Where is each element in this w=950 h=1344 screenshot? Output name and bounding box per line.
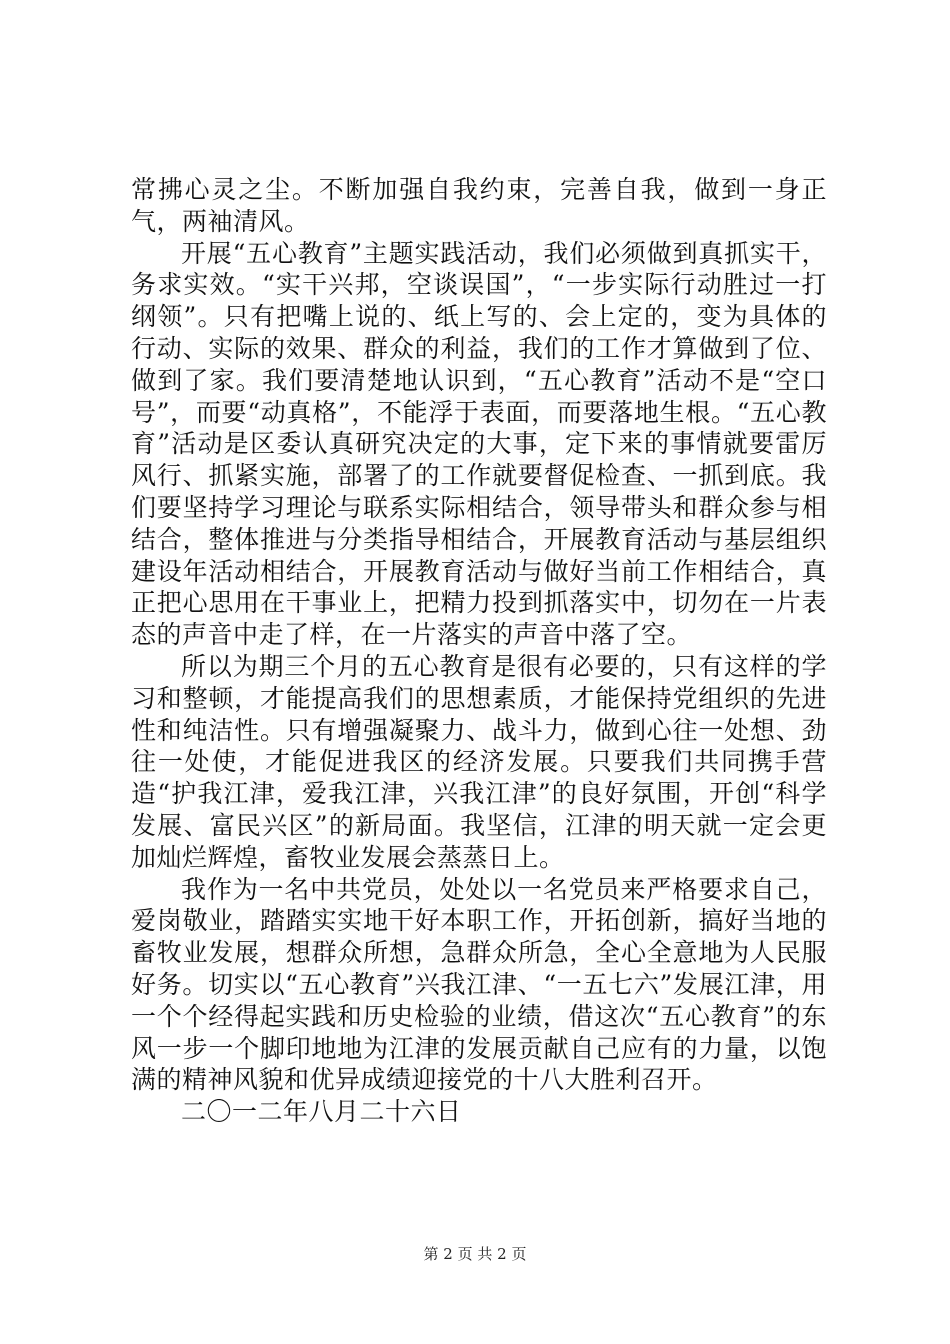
paragraph-personal-commitment: 我作为一名中共党员，处处以一名党员来严格要求自己，爱岗敬业，踏踏实实地干好本职工作，开拓创新，搞好当地的畜牧业发展，想群众所想，急群众所急，全心全意地为人民服好务。切实以“五心教育”兴我江津、“一五七六”发展江津，用一个个经得起实践和历史检验的业绩，借这次“五心教育”的东风一步一个脚印地地为江津的发展贡献自己应有的力量，以饱满的精神风貌和优异成绩迎接党的十八大胜利召开。 (131, 874, 827, 1095)
paragraph-continuation: 常拂心灵之尘。不断加强自我约束，完善自我，做到一身正气，两袖清风。 (131, 175, 827, 236)
paragraph-practice-activity: 开展“五心教育”主题实践活动，我们必须做到真抓实干，务求实效。“实干兴邦，空谈误国”，“一步实际行动胜过一打纲领”。只有把嘴上说的、纸上写的、会上定的，变为具体的行动、实际的效果、群众的利益，我们的工作才算做到了位、做到了家。我们要清楚地认识到，“五心教育”活动不是“空口号”，而要“动真格”，不能浮于表面，而要落地生根。“五心教育”活动是区委认真研究决定的大事，定下来的事情就要雷厉风行、抓紧实施，部署了的工作就要督促检查、一抓到底。我们要坚持学习理论与联系实际相结合，领导带头和群众参与相结合，整体推进与分类指导相结合，开展教育活动与基层组织建设年活动相结合，开展教育活动与做好当前工作相结合，真正把心思用在干事业上，把精力投到抓落实中，切勿在一片表态的声音中走了样，在一片落实的声音中落了空。 (131, 238, 827, 650)
paragraph-education-necessity: 所以为期三个月的五心教育是很有必要的，只有这样的学习和整顿，才能提高我们的思想素质，才能保持党组织的先进性和纯洁性。只有增强凝聚力、战斗力，做到心往一处想、劲往一处使，才能促进我区的经济发展。只要我们共同携手营造“护我江津，爱我江津，兴我江津”的良好氛围，开创“科学发展、富民兴区”的新局面。我坚信，江津的明天就一定会更加灿烂辉煌，畜牧业发展会蒸蒸日上。 (131, 651, 827, 872)
page-footer: 第 2 页 共 2 页 (423, 1245, 527, 1263)
document-body (131, 174, 827, 1128)
document-date: 二〇一二年八月二十六日 (181, 1097, 462, 1127)
